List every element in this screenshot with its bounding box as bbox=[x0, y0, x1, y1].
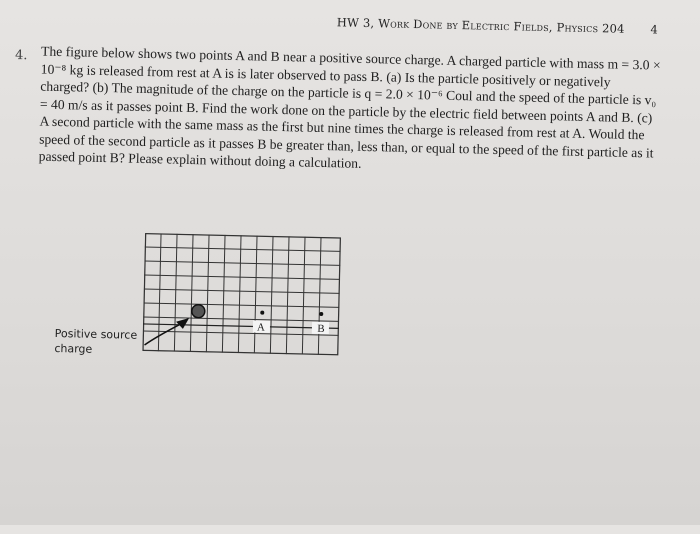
problem-number: 4. bbox=[14, 47, 28, 64]
page-header bbox=[337, 15, 658, 36]
charge-figure bbox=[142, 233, 341, 355]
point-b-label: B bbox=[317, 322, 325, 336]
page-number: 4 bbox=[650, 22, 659, 37]
point-b-dot bbox=[319, 312, 323, 316]
source-charge-label: Positive source charge bbox=[54, 326, 138, 356]
point-a-label: A bbox=[256, 321, 266, 334]
pointer-arrow-head bbox=[176, 318, 189, 329]
grid-lines bbox=[142, 233, 341, 355]
point-a-dot bbox=[260, 311, 264, 315]
header-title: HW 3, Work Done by Electric Fields, Physics 204 bbox=[336, 15, 625, 36]
source-charge bbox=[192, 305, 205, 318]
problem-text: The figure below shows two points A and B near a positive source charge. A charged particle with mass m = 3.0 × 10⁻⁸ kg is released from rest at A is is later observed to pass B. (a) Is the particle positively or negatively charged? (b) The magnitude of the charge on the particle is q = 2.0 × 10⁻⁶ Coul and the speed of the particle is v₀ = 40 m/s as it passes point B. Find the work done on the particle by the electric field between points A and B. (c) A second particle with the same mass as the first but nine times the charge is released from rest at A. Would the speed of the second particle as it passes B be greater than, less than, or equal to the speed of the first particle as it passed point B? Please explain without doing a calculation. bbox=[38, 43, 661, 171]
grid-diagram bbox=[142, 233, 341, 355]
problem-4 bbox=[14, 42, 662, 179]
grid-border bbox=[143, 233, 341, 354]
